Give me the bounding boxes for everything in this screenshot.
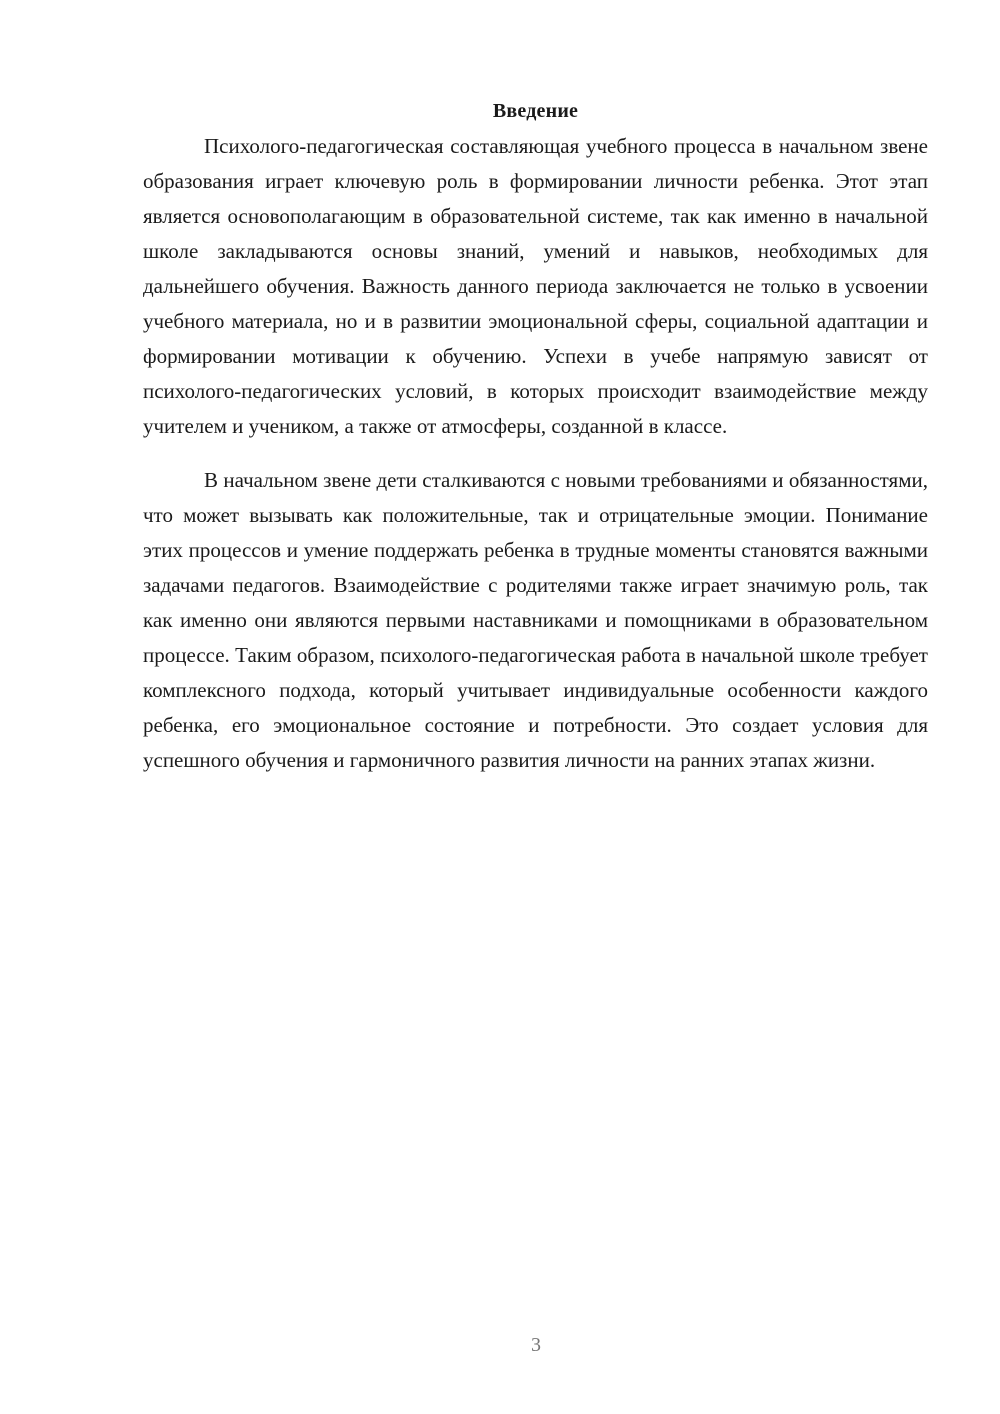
page-number: 3 — [531, 1334, 541, 1356]
paragraph-second: В начальном звене дети сталкиваются с новыми требованиями и обязанностями, что может вызывать как положительные, так и отрицательные эмоции. Понимание этих процессов и умение поддержать ребенка в трудные моменты становятся важными задачами педагогов. Взаимодействие с родителями также играет значимую роль, так как именно они являются первыми наставниками и помощниками в образовательном процессе. Таким образом, психолого-педагогическая работа в начальной школе требует комплексного подхода, который учитывает индивидуальные особенности каждого ребенка, его эмоциональное состояние и потребности. Это создает условия для успешного обучения и гармоничного развития личности на ранних этапах жизни. — [143, 468, 928, 772]
paragraph-intro: Психолого-педагогическая составляющая учебного процесса в начальном звене образования играет ключевую роль в формировании личности ребенка. Этот этап является основополагающим в образовательной системе, так как именно в начальной школе закладываются основы знаний, умений и навыков, необходимых для дальнейшего обучения. Важность данного периода заключается не только в усвоении учебного материала, но и в развитии эмоциональной сферы, социальной адаптации и формировании мотивации к обучению. Успехи в учебе напрямую зависят от психолого-педагогических условий, в которых происходит взаимодействие между учителем и учеником, а также от атмосферы, созданной в классе. — [143, 134, 928, 438]
section-heading: Введение — [492, 100, 579, 122]
page-content — [143, 94, 928, 778]
